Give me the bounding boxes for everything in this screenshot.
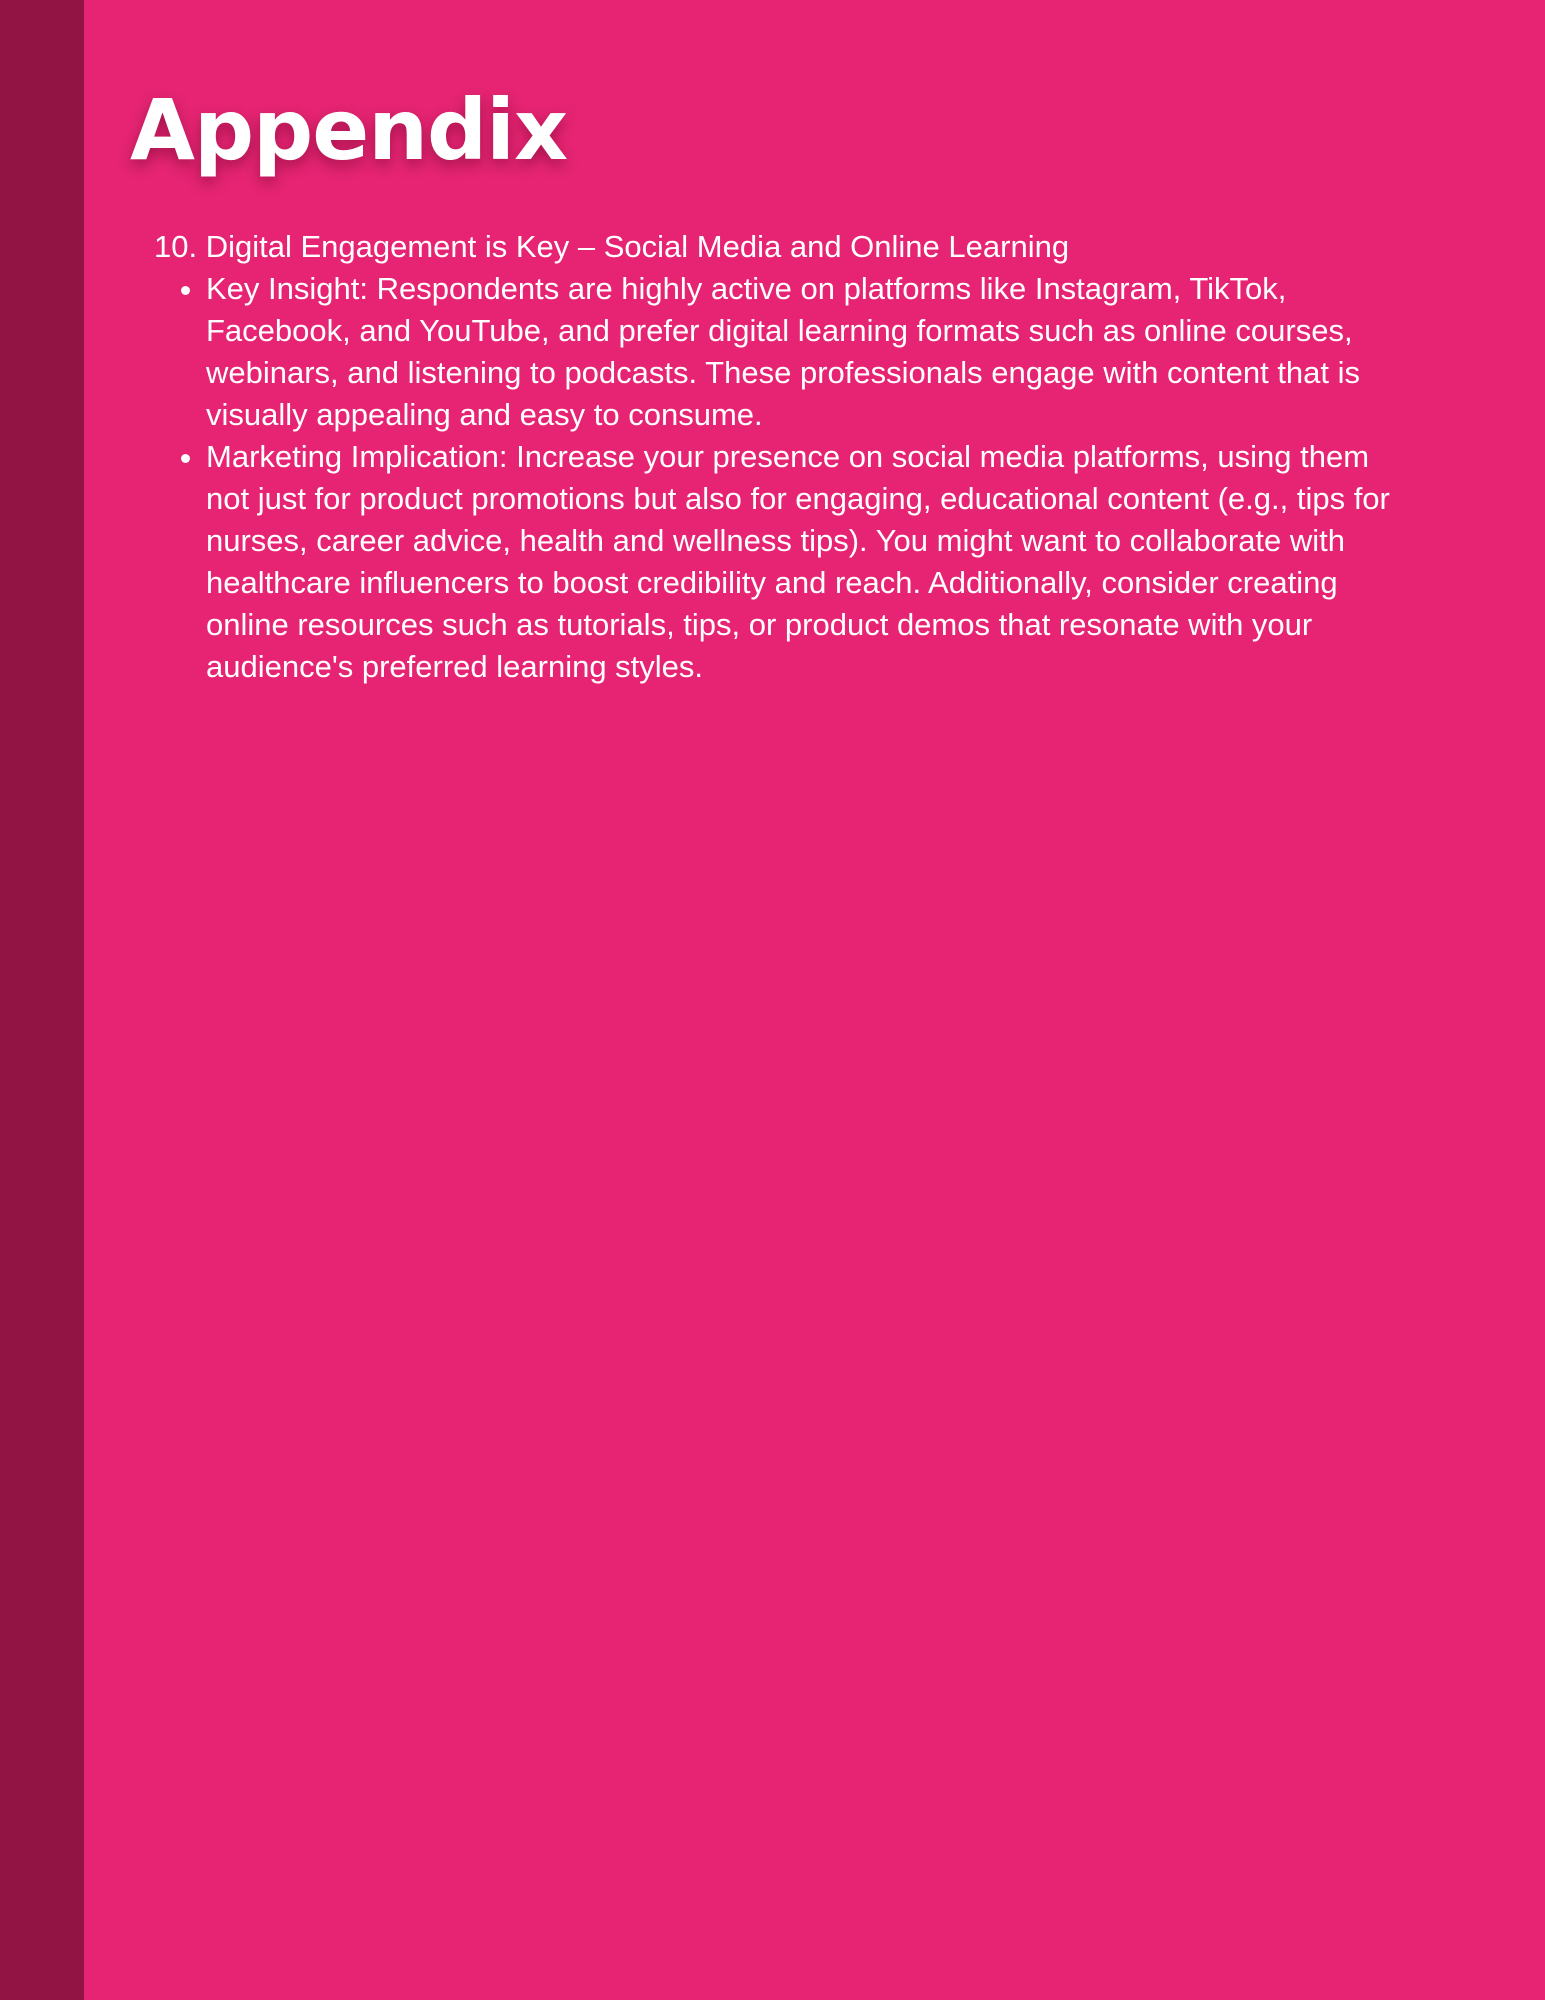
- left-sidebar-band: [0, 0, 84, 2000]
- bullet-list: [130, 268, 1420, 688]
- section-heading: 10. Digital Engagement is Key – Social Media and Online Learning: [154, 229, 1070, 264]
- page-content: [130, 70, 1420, 688]
- bullet-marketing-implication: • Marketing Implication: Increase your presence on social media platforms, using them not just for product promotions but also for engaging, educational content (e.g., tips for nurses, career advice, health and wellness tips). You might want to collaborate with healthcare influencers to boost credibility and reach. Additionally, consider creating online resources such as tutorials, tips, or product demos that resonate with your audience's preferred learning styles.: [206, 436, 1420, 688]
- bullet-key-insight: • Key Insight: Respondents are highly active on platforms like Instagram, TikTok, Facebook, and YouTube, and prefer digital learning formats such as online courses, webinars, and listening to podcasts. These professionals engage with content that is visually appealing and easy to consume.: [206, 268, 1420, 436]
- page-title: Appendix: [130, 81, 568, 179]
